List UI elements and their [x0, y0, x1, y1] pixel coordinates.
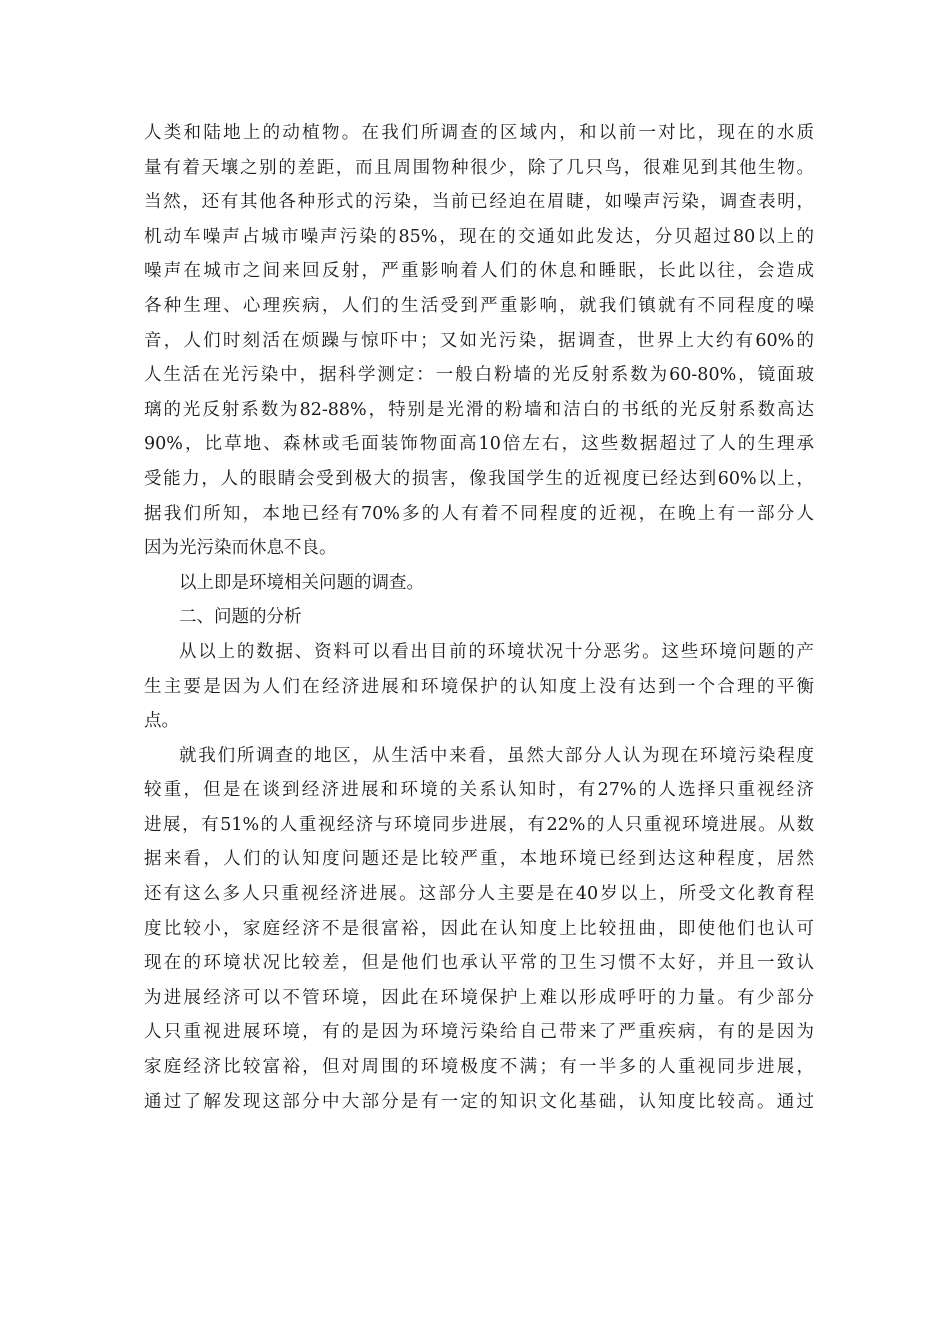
text-line: 90%，比草地、森林或毛面装饰物面高10倍左右，这些数据超过了人的生理承 [144, 434, 814, 455]
text-line: 以上即是环境相关问题的调查。 [179, 572, 424, 593]
text-line: 现在的环境状况比较差，但是他们也承认平常的卫生习惯不太好，并且一致认 [144, 953, 814, 974]
text-line: 还有这么多人只重视经济进展。这部分人主要是在40岁以上，所受文化教育程 [144, 884, 814, 905]
text-line: 就我们所调查的地区，从生活中来看，虽然大部分人认为现在环境污染程度 [179, 745, 814, 766]
text-line: 机动车噪声占城市噪声污染的85%，现在的交通如此发达，分贝超过80以上的 [144, 226, 814, 247]
text-line: 进展，有51%的人重视经济与环境同步进展，有22%的人只重视环境进展。从数 [144, 814, 814, 835]
text-line: 据我们所知，本地已经有70%多的人有着不同程度的近视，在晚上有一部分人 [144, 503, 814, 524]
text-line: 当然，还有其他各种形式的污染，当前已经迫在眉睫，如噪声污染，调查表明， [144, 192, 814, 213]
text-line: 家庭经济比较富裕，但对周围的环境极度不满；有一半多的人重视同步进展， [144, 1057, 814, 1078]
body-text [144, 116, 814, 1119]
text-line: 人只重视进展环境，有的是因为环境污染给自己带来了严重疾病，有的是因为 [144, 1022, 814, 1043]
text-line: 音，人们时刻活在烦躁与惊吓中；又如光污染，据调查，世界上大约有60%的 [144, 330, 814, 351]
text-line: 度比较小，家庭经济不是很富裕，因此在认知度上比较扭曲，即使他们也认可 [144, 918, 814, 939]
text-line: 噪声在城市之间来回反射，严重影响着人们的休息和睡眠，长此以往，会造成 [144, 261, 814, 282]
text-line: 璃的光反射系数为82-88%，特别是光滑的粉墙和洁白的书纸的光反射系数高达 [144, 399, 814, 420]
text-line: 点。 [144, 711, 179, 732]
text-line: 生主要是因为人们在经济进展和环境保护的认知度上没有达到一个合理的平衡 [144, 676, 814, 697]
section-heading: 二、问题的分析 [179, 607, 302, 628]
text-line: 因为光污染而休息不良。 [144, 538, 337, 559]
text-line: 据来看，人们的认知度问题还是比较严重，本地环境已经到达这种程度，居然 [144, 849, 814, 870]
text-line: 较重，但是在谈到经济进展和环境的关系认知时，有27%的人选择只重视经济 [144, 780, 814, 801]
text-line: 人生活在光污染中，据科学测定：一般白粉墙的光反射系数为60-80%，镜面玻 [144, 365, 814, 386]
text-line: 各种生理、心理疾病，人们的生活受到严重影响，就我们镇就有不同程度的噪 [144, 295, 814, 316]
text-line: 人类和陆地上的动植物。在我们所调查的区域内，和以前一对比，现在的水质 [144, 123, 814, 143]
text-line: 从以上的数据、资料可以看出目前的环境状况十分恶劣。这些环境问题的产 [179, 641, 814, 662]
text-line: 通过了解发现这部分中大部分是有一定的知识文化基础，认知度比较高。通过 [144, 1091, 814, 1112]
text-line: 量有着天壤之别的差距，而且周围物种很少，除了几只鸟，很难见到其他生物。 [144, 157, 814, 178]
text-line: 受能力，人的眼睛会受到极大的损害，像我国学生的近视度已经达到60%以上， [144, 468, 814, 489]
text-line: 为进展经济可以不管环境，因此在环境保护上难以形成呼吁的力量。有少部分 [144, 987, 814, 1008]
